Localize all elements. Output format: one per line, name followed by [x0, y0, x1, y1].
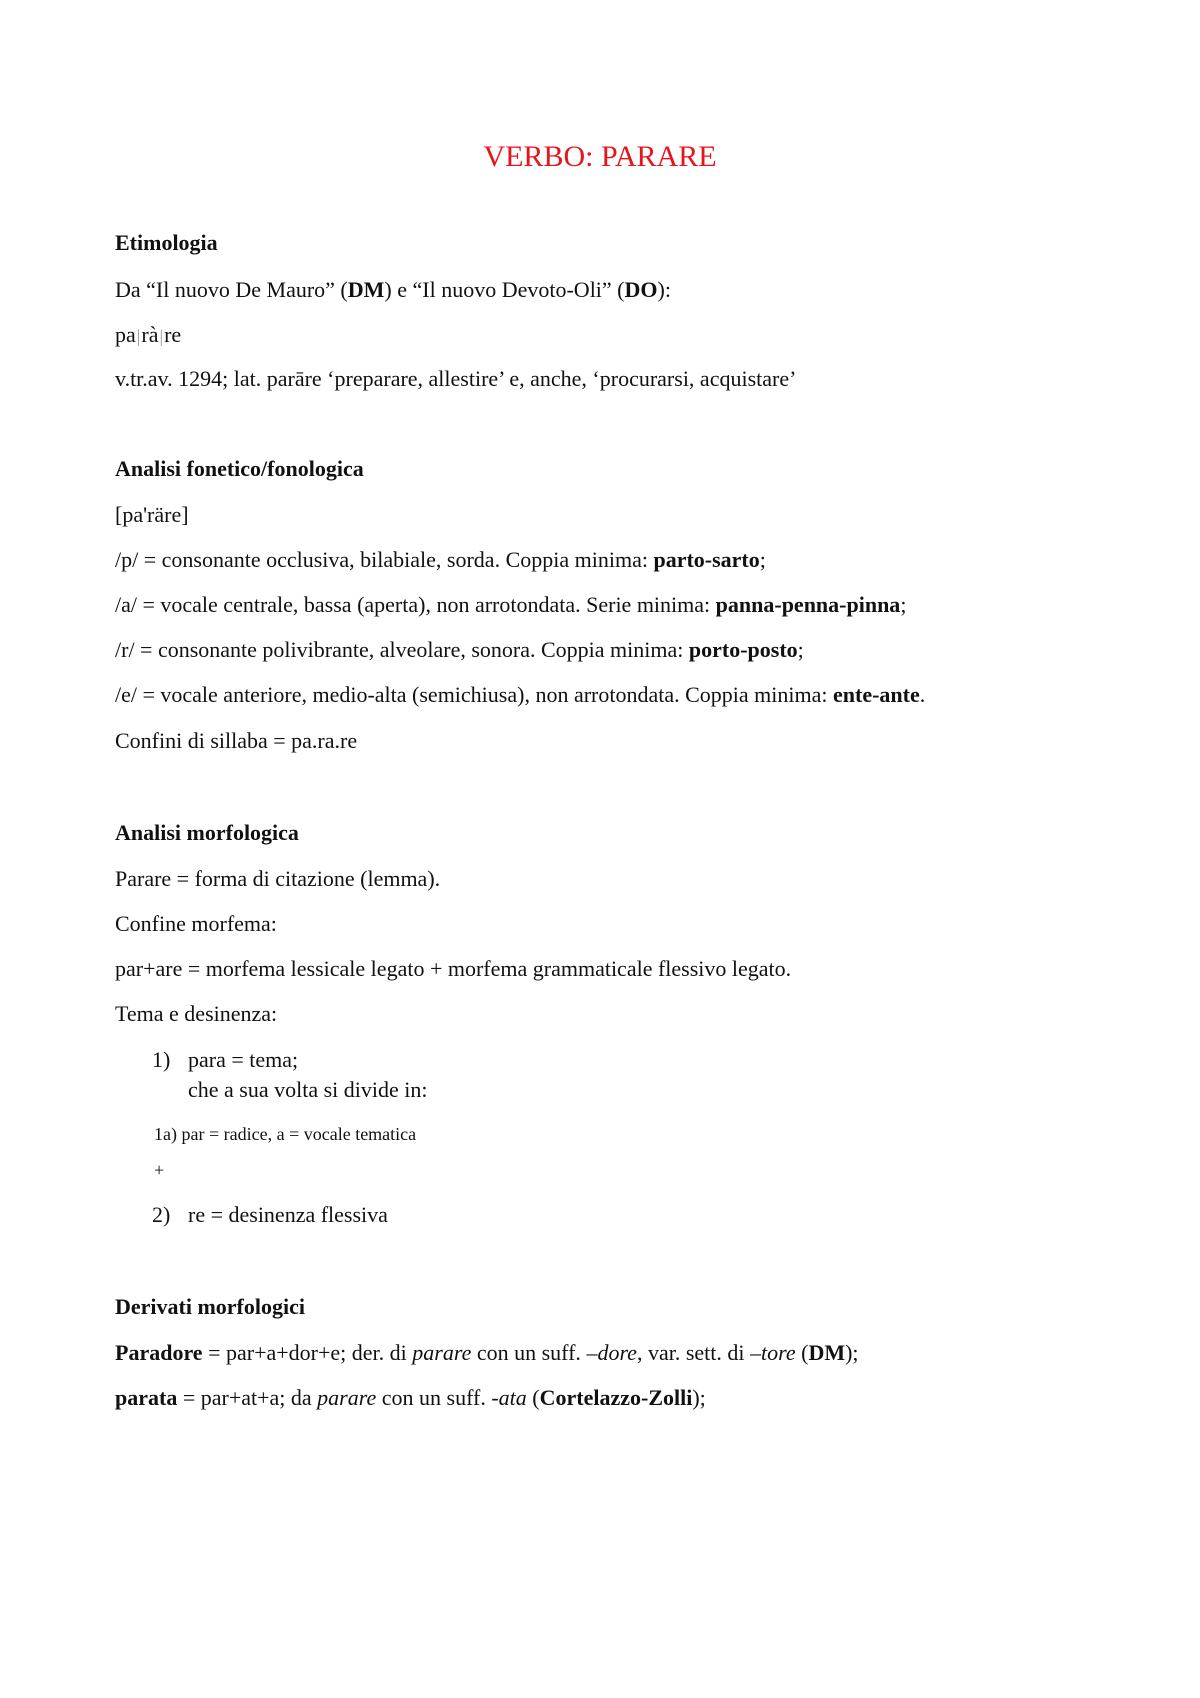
derivato-text: = par+a+dor+e; der. di	[202, 1340, 413, 1365]
syllable-separator: |	[136, 326, 141, 346]
list-item-1-sub: che a sua volta si divide in:	[188, 1077, 428, 1102]
page-title: VERBO: PARARE	[483, 140, 717, 173]
derivato-italic: –dore	[586, 1340, 637, 1365]
phoneme-r-text: /r/ = consonante polivibrante, alveolare, sonora. Coppia minima:	[115, 637, 689, 662]
derivato-text: );	[692, 1385, 706, 1410]
tema-label: Tema e desinenza:	[115, 1001, 278, 1026]
phoneme-e-text: /e/ = vocale anteriore, medio-alta (semichiusa), non arrotondata. Coppia minima:	[115, 682, 833, 707]
lemma-line: Parare = forma di citazione (lemma).	[115, 866, 441, 891]
phonetic-transcription: [pa'räre]	[115, 502, 189, 527]
source-mid: ) e “Il nuovo Devoto-Oli” (	[384, 277, 625, 302]
derivato-italic: parare	[412, 1340, 472, 1365]
phoneme-e-pair: ente-ante	[833, 682, 920, 707]
derivato-text: con un suff.	[471, 1340, 587, 1365]
derivato-word: parata	[115, 1385, 178, 1410]
derivato-paradore	[115, 1338, 859, 1368]
source-do: DO	[624, 277, 658, 302]
etimologia-definition: v.tr.av. 1294; lat. parāre ‘preparare, allestire’ e, anche, ‘procurarsi, acquistare’	[115, 366, 797, 391]
derivato-source: Cortelazzo-Zolli	[539, 1385, 693, 1410]
phoneme-r-end: ;	[797, 637, 804, 662]
syllable-1: pa	[115, 322, 136, 347]
list-item-1a: 1a) par = radice, a = vocale tematica	[154, 1124, 417, 1144]
derivati-heading: Derivati morfologici	[115, 1294, 305, 1319]
phoneme-a	[115, 590, 906, 620]
etimologia-heading: Etimologia	[115, 230, 218, 255]
phoneme-a-text: /a/ = vocale centrale, bassa (aperta), non arrotondata. Serie minima:	[115, 592, 716, 617]
phoneme-r-pair: porto-posto	[688, 637, 798, 662]
syllable-separator: |	[159, 326, 164, 346]
derivato-text: (	[795, 1340, 809, 1365]
syllable-3: re	[164, 322, 182, 347]
phoneme-e-end: .	[919, 682, 926, 707]
list-item-1-number: 1)	[152, 1047, 171, 1072]
derivato-italic: -ata	[491, 1385, 527, 1410]
source-dm: DM	[347, 277, 385, 302]
derivato-italic: –tore	[750, 1340, 796, 1365]
confine-label: Confine morfema:	[115, 911, 277, 936]
list-item-2-number: 2)	[152, 1202, 171, 1227]
phoneme-p-end: ;	[759, 547, 766, 572]
source-pre: Da “Il nuovo De Mauro” (	[115, 277, 348, 302]
derivato-text: , var. sett. di	[636, 1340, 750, 1365]
plus-sign: +	[154, 1160, 165, 1180]
syllable-boundaries: Confini di sillaba = pa.ra.re	[115, 728, 358, 753]
derivato-text: con un suff.	[376, 1385, 492, 1410]
derivato-source: DM	[808, 1340, 846, 1365]
source-post: ):	[657, 277, 671, 302]
phoneme-r	[115, 635, 804, 665]
phoneme-e	[115, 680, 925, 710]
fonetica-heading: Analisi fonetico/fonologica	[115, 456, 364, 481]
phoneme-p-pair: parto-sarto	[653, 547, 760, 572]
etimologia-source	[115, 275, 671, 305]
derivato-parata	[115, 1383, 706, 1413]
derivato-text: (	[526, 1385, 540, 1410]
phoneme-a-end: ;	[900, 592, 907, 617]
phoneme-p	[115, 545, 766, 575]
derivato-text: );	[845, 1340, 859, 1365]
derivato-word: Paradore	[115, 1340, 203, 1365]
morfologia-heading: Analisi morfologica	[115, 820, 299, 845]
derivato-text: = par+at+a; da	[177, 1385, 318, 1410]
list-item-1: para = tema;	[188, 1047, 299, 1072]
syllabification	[115, 320, 181, 351]
derivato-italic: parare	[317, 1385, 377, 1410]
syllable-2: rà	[141, 322, 159, 347]
list-item-2: re = desinenza flessiva	[188, 1202, 388, 1227]
phoneme-p-text: /p/ = consonante occlusiva, bilabiale, sorda. Coppia minima:	[115, 547, 654, 572]
confine-line: par+are = morfema lessicale legato + morfema grammaticale flessivo legato.	[115, 956, 792, 981]
phoneme-a-series: panna-penna-pinna	[715, 592, 901, 617]
